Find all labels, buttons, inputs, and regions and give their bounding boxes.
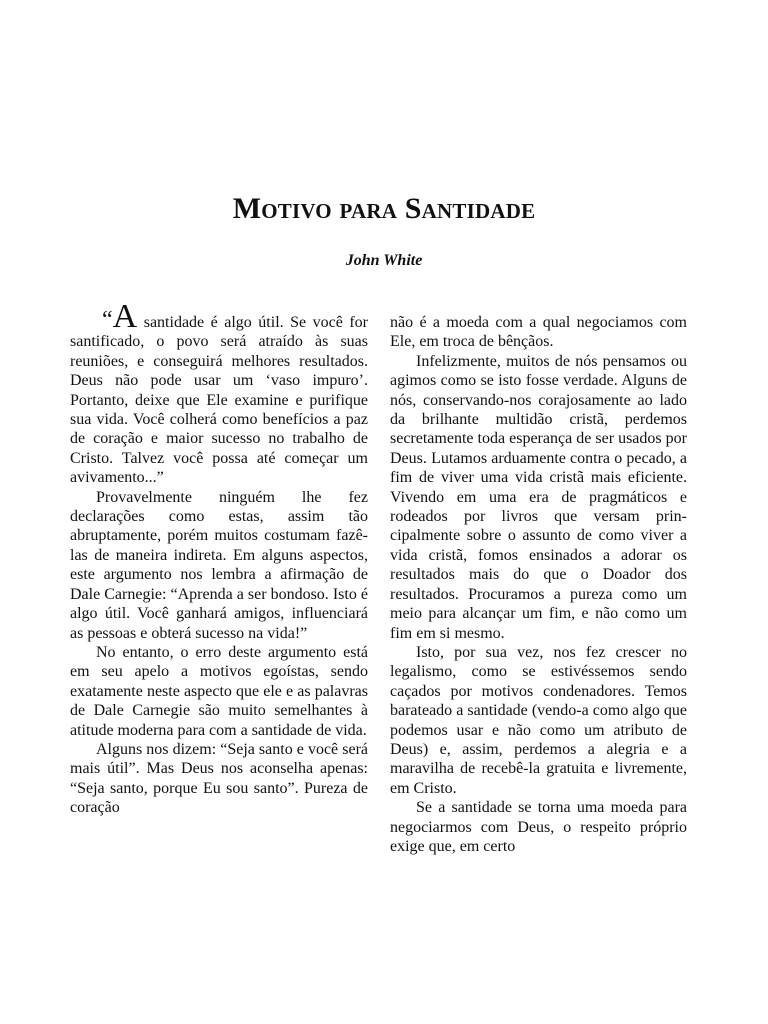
left-column xyxy=(70,298,368,818)
article-title: Motivo para Santidade xyxy=(232,192,536,225)
paragraph: Se a santidade se torna uma moeda para negociarmos com Deus, o respeito próprio exige que, em certo xyxy=(390,799,687,855)
paragraph: Provavelmente ninguém lhe fez declarações como estas, assim tão abruptamente, porém muitos costumam fazê-las de maneira indireta. Em alguns aspectos, este argumento nos lembra a afirmação de Dale Carnegie: “Aprenda a ser bondoso. Isto é algo útil. Você ganhará amigos, influenciará as pessoas e obterá sucesso na vida!” xyxy=(70,488,368,642)
paragraph: Alguns nos dizem: “Seja santo e você será mais útil”. Mas Deus nos aconselha apenas: “Seja santo, porque Eu sou santo”. Pureza de coração xyxy=(70,740,368,817)
opening-quote-mark: “ xyxy=(102,307,113,333)
paragraph-continuation: não é a moeda com a qual negociamos com Ele, em troca de bênçãos. xyxy=(390,314,687,351)
paragraph: No entanto, o erro deste argumento está em seu apelo a motivos egoístas, sendo exatamente neste aspecto que ele e as palavras de Dale Carnegie são muito semelhantes à atitude moderna para com a santidade de vida. xyxy=(70,643,368,739)
paragraph: Isto, por sua vez, nos fez crescer no legalismo, como se estivéssemos sendo caçados por motivos condenadores. Temos barateado a santidade (vendo-a como algo que podemos usar e não como um atributo de Deus) e, assim, perdemos a alegria e a maravilha de recebê-la gratuita e livremente, em Cristo. xyxy=(390,643,687,797)
right-column xyxy=(390,313,687,856)
paragraph xyxy=(70,298,368,488)
paragraph-text: santidade é algo útil. Se você for santificado, o povo será atraído às suas reuniões, e conseguirá melhores resultados. Deus não pode usar um ‘vaso impuro’. Portanto, deixe que Ele examine e purifique sua vida. Você colherá como benefícios a paz de coração e maior sucesso no trabalho de Cristo. Talvez você possa até começar um avivamento...” xyxy=(70,314,368,487)
article-author: John White xyxy=(345,252,423,269)
paragraph: Infelizmente, muitos de nós pensamos ou agimos como se isto fosse verdade. Alguns de nós, conservando-nos corajosamente ao lado da brilhante multidão cristã, perdemos secretamente toda esperança de ser usados por Deus. Lutamos arduamente contra o pecado, a fim de viver uma vida cristã mais eficiente. Vivendo em uma era de pragmáticos e rodeados por livros que versam principalmente sobre o assunto de como viver a vida cristã, fomos ensinados a adorar os resultados mais do que o Doador dos resultados. Procuramos a pureza como um meio para alcançar um fim, e não como um fim em si mesmo. xyxy=(390,352,687,642)
drop-letter: A xyxy=(112,298,138,335)
